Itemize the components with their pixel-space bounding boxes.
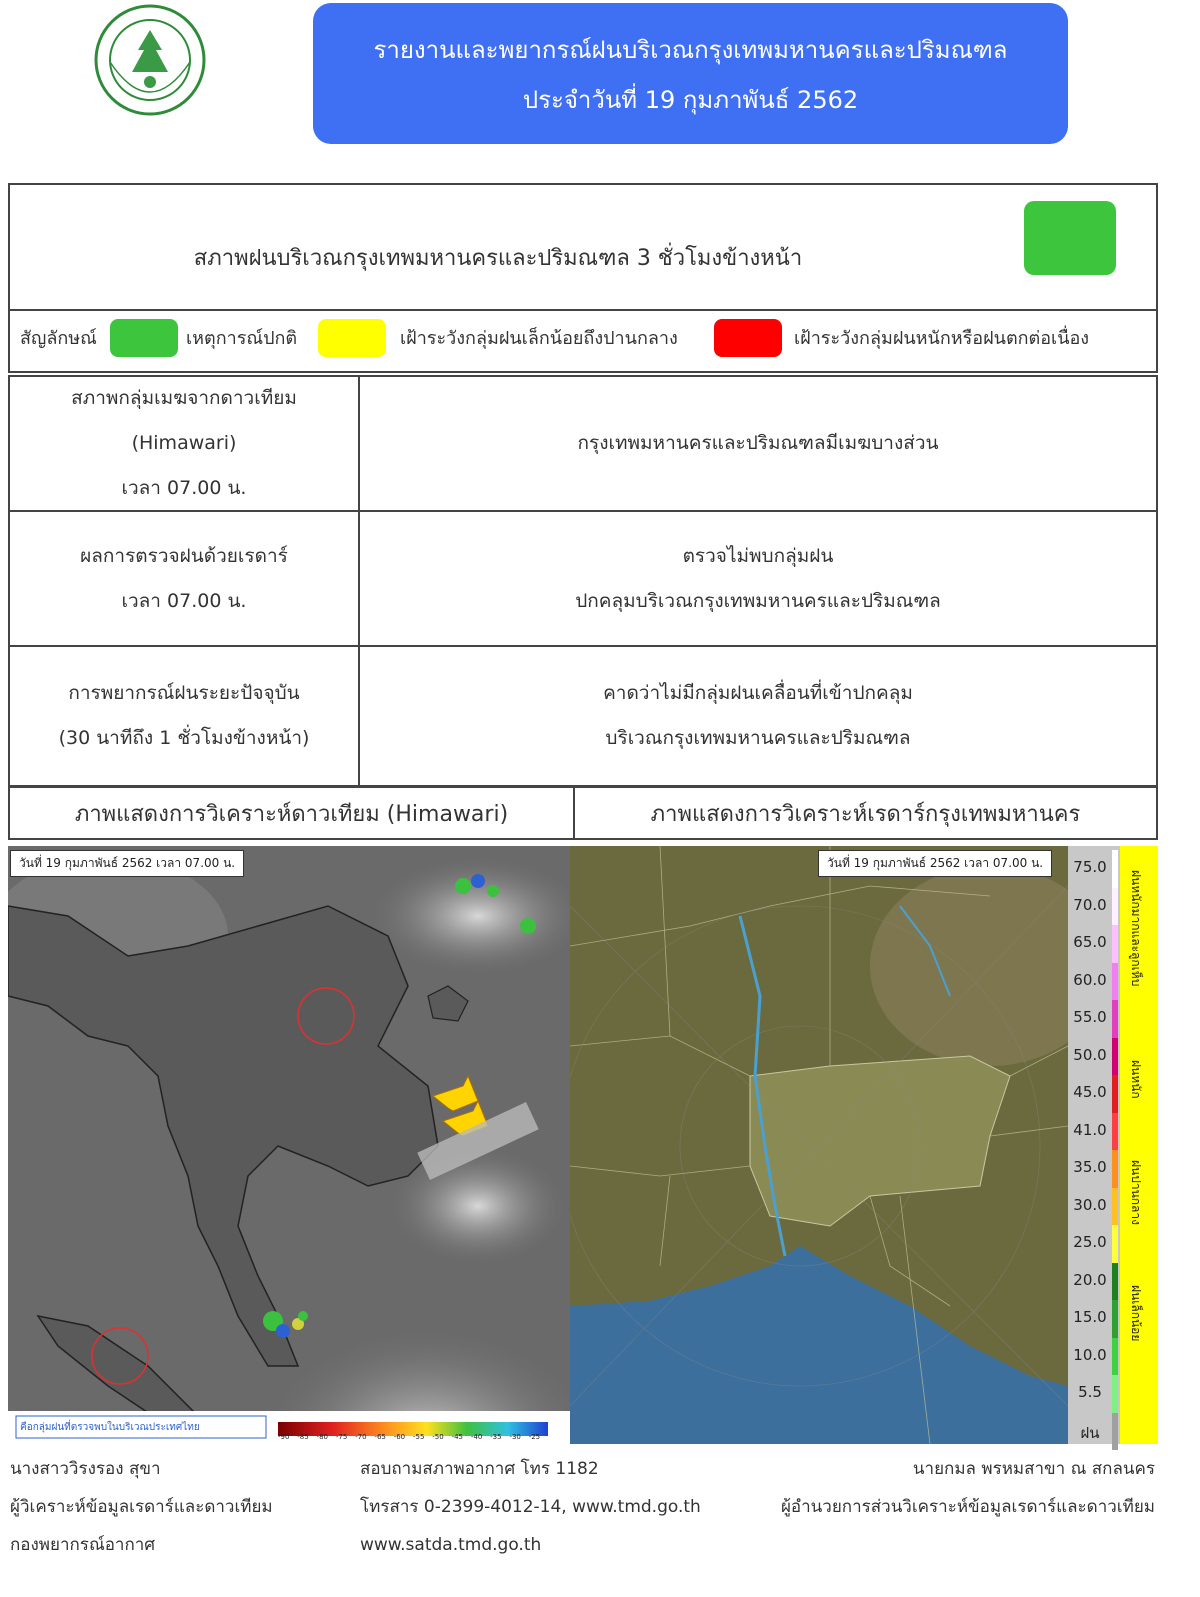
radar-scale-value: 60.0 (1073, 970, 1107, 989)
radar-scale-value: 41.0 (1073, 1120, 1107, 1139)
row-value: ปกคลุมบริเวณกรุงเทพมหานครและปริมณฑล (575, 589, 941, 612)
analyst-department: กองพยากรณ์อากาศ (10, 1535, 156, 1555)
legend-swatch-yellow (318, 319, 386, 357)
radar-category-label: ฝนหนัก (1129, 1060, 1143, 1099)
satellite-legend-note: คือกลุ่มฝนที่ตรวจพบในบริเวณประเทศไทย (20, 1422, 200, 1433)
radar-scale-segment (1112, 1000, 1118, 1038)
rain-status-indicator (1024, 201, 1116, 275)
radar-category-label: ฝนเล็กน้อย (1129, 1285, 1143, 1342)
temp-tick-label: -50 (432, 1433, 444, 1441)
temp-tick-label: -85 (297, 1433, 309, 1441)
footer-analyst (10, 1450, 273, 1564)
radar-scale-value: 55.0 (1073, 1008, 1107, 1026)
row-label: เวลา 07.00 น. (121, 589, 247, 612)
tmd-seal-logo (80, 2, 220, 122)
radar-scale-segment (1112, 1413, 1118, 1451)
radar-scale-value: ฝน (1080, 1423, 1100, 1442)
radar-scale-value: 10.0 (1073, 1345, 1107, 1364)
analyst-title: ผู้วิเคราะห์ข้อมูลเรดาร์และดาวเทียม (10, 1497, 273, 1517)
report-title-banner (313, 3, 1068, 144)
radar-detection-row (8, 510, 1158, 647)
radar-scale-segment (1112, 1225, 1118, 1263)
radar-scale-segment (1112, 1263, 1118, 1301)
row-label: เวลา 07.00 น. (121, 477, 247, 499)
symbol-legend (8, 309, 1158, 373)
report-title: รายงานและพยากรณ์ฝนบริเวณกรุงเทพมหานครและปริมณฑล (373, 36, 1008, 64)
satellite-date-label: วันที่ 19 กุมภาพันธ์ 2562 เวลา 07.00 น. (10, 850, 244, 877)
radar-scale-segment (1112, 850, 1118, 888)
nowcast-row (8, 645, 1158, 787)
radar-scale-value: 65.0 (1073, 933, 1107, 951)
radar-scale-segment (1112, 1375, 1118, 1413)
footer-contact (360, 1450, 701, 1564)
row-value: ตรวจไม่พบกลุ่มฝน (682, 544, 834, 567)
radar-scale-segment (1112, 1338, 1118, 1376)
row-label: ผลการตรวจฝนด้วยเรดาร์ (80, 544, 288, 567)
satellite-temp-scale (278, 1433, 548, 1443)
temp-tick-label: -60 (393, 1433, 406, 1441)
row-label: (Himawari) (131, 432, 237, 454)
legend-label-moderate: เฝ้าระวังกลุ่มฝนเล็กน้อยถึงปานกลาง (400, 328, 678, 349)
temp-tick-label: -55 (413, 1433, 425, 1441)
radar-scale-segment (1112, 1300, 1118, 1338)
radar-scale-segment (1112, 963, 1118, 1001)
temp-tick-label: -65 (374, 1433, 386, 1441)
temp-tick-label: -25 (528, 1433, 541, 1441)
radar-scale-value: 30.0 (1073, 1195, 1107, 1214)
temp-tick-label: -35 (490, 1433, 502, 1441)
radar-scale-colorbar (1112, 850, 1118, 1436)
temp-tick-label: -40 (470, 1433, 483, 1441)
rain-status-title: สภาพฝนบริเวณกรุงเทพมหานครและปริมณฑล 3 ชั่วโมงข้างหน้า (193, 246, 803, 271)
legend-prefix: สัญลักษณ์ (20, 328, 97, 349)
radar-scale-segment (1112, 1150, 1118, 1188)
contact-fax: โทรสาร 0-2399-4012-14, www.tmd.go.th (360, 1497, 701, 1517)
temp-tick-label: -80 (316, 1433, 328, 1441)
temp-tick-label: -90 (278, 1433, 290, 1441)
legend-swatch-green (110, 319, 178, 357)
director-name: นายกมล พรหมสาขา ณ สกลนคร (912, 1459, 1155, 1479)
radar-scale-segment (1112, 1075, 1118, 1113)
satellite-cloud-row (8, 375, 1158, 512)
report-date: ประจำวันที่ 19 กุมภาพันธ์ 2562 (522, 86, 859, 114)
rain-status-panel (8, 183, 1158, 311)
row-label: สภาพกลุ่มเมฆจากดาวเทียม (71, 387, 297, 409)
temp-tick-label: -30 (509, 1433, 521, 1441)
row-label: การพยากรณ์ฝนระยะปัจจุบัน (68, 682, 300, 704)
radar-scale-segment (1112, 1038, 1118, 1076)
satellite-image (8, 846, 570, 1444)
radar-scale-value: 35.0 (1073, 1158, 1107, 1176)
legend-label-normal: เหตุการณ์ปกติ (186, 328, 298, 349)
radar-scale-value: 45.0 (1073, 1083, 1107, 1101)
radar-scale-value: 50.0 (1073, 1045, 1107, 1064)
legend-swatch-red (714, 319, 782, 357)
satellite-image-header: ภาพแสดงการวิเคราะห์ดาวเทียม (Himawari) (8, 786, 575, 840)
radar-scale-value: 25.0 (1073, 1233, 1107, 1251)
radar-image-header: ภาพแสดงการวิเคราะห์เรดาร์กรุงเทพมหานคร (573, 786, 1158, 840)
radar-scale-value: 20.0 (1073, 1270, 1107, 1289)
radar-category-label: ฝนปานกลาง (1129, 1160, 1143, 1226)
radar-date-label: วันที่ 19 กุมภาพันธ์ 2562 เวลา 07.00 น. (818, 850, 1052, 877)
radar-scale-value: 15.0 (1073, 1308, 1107, 1326)
radar-scale-value: 70.0 (1073, 895, 1107, 914)
row-value: คาดว่าไม่มีกลุ่มฝนเคลื่อนที่เข้าปกคลุม (603, 682, 913, 704)
row-value: บริเวณกรุงเทพมหานครและปริมณฑล (605, 727, 911, 749)
radar-image (570, 846, 1068, 1444)
temp-tick-label: -45 (451, 1433, 463, 1441)
radar-scale-segment (1112, 1113, 1118, 1151)
radar-map-graphic (570, 846, 1068, 1444)
radar-scale-value: 75.0 (1073, 858, 1107, 876)
contact-phone: สอบถามสภาพอากาศ โทร 1182 (360, 1459, 599, 1479)
radar-scale-segment (1112, 1188, 1118, 1226)
temp-tick-label: -75 (335, 1433, 348, 1441)
contact-website: www.satda.tmd.go.th (360, 1535, 542, 1555)
row-label: (30 นาทีถึง 1 ชั่วโมงข้างหน้า) (58, 727, 310, 749)
satellite-map-graphic (8, 846, 570, 1444)
radar-scale-value: 5.5 (1078, 1383, 1102, 1401)
radar-scale-segment (1112, 925, 1118, 963)
director-title: ผู้อำนวยการส่วนวิเคราะห์ข้อมูลเรดาร์และดาวเทียม (780, 1497, 1155, 1517)
footer-director (781, 1450, 1155, 1526)
temp-tick-label: -70 (355, 1433, 367, 1441)
radar-category-label: ฝนหนักมากและลูกเห็บ (1129, 870, 1143, 987)
legend-label-heavy: เฝ้าระวังกลุ่มฝนหนักหรือฝนตกต่อเนื่อง (794, 328, 1090, 349)
row-value: กรุงเทพมหานครและปริมณฑลมีเมฆบางส่วน (577, 432, 939, 454)
analyst-name: นางสาววิรงรอง สุขา (10, 1459, 161, 1479)
radar-scale-segment (1112, 888, 1118, 926)
